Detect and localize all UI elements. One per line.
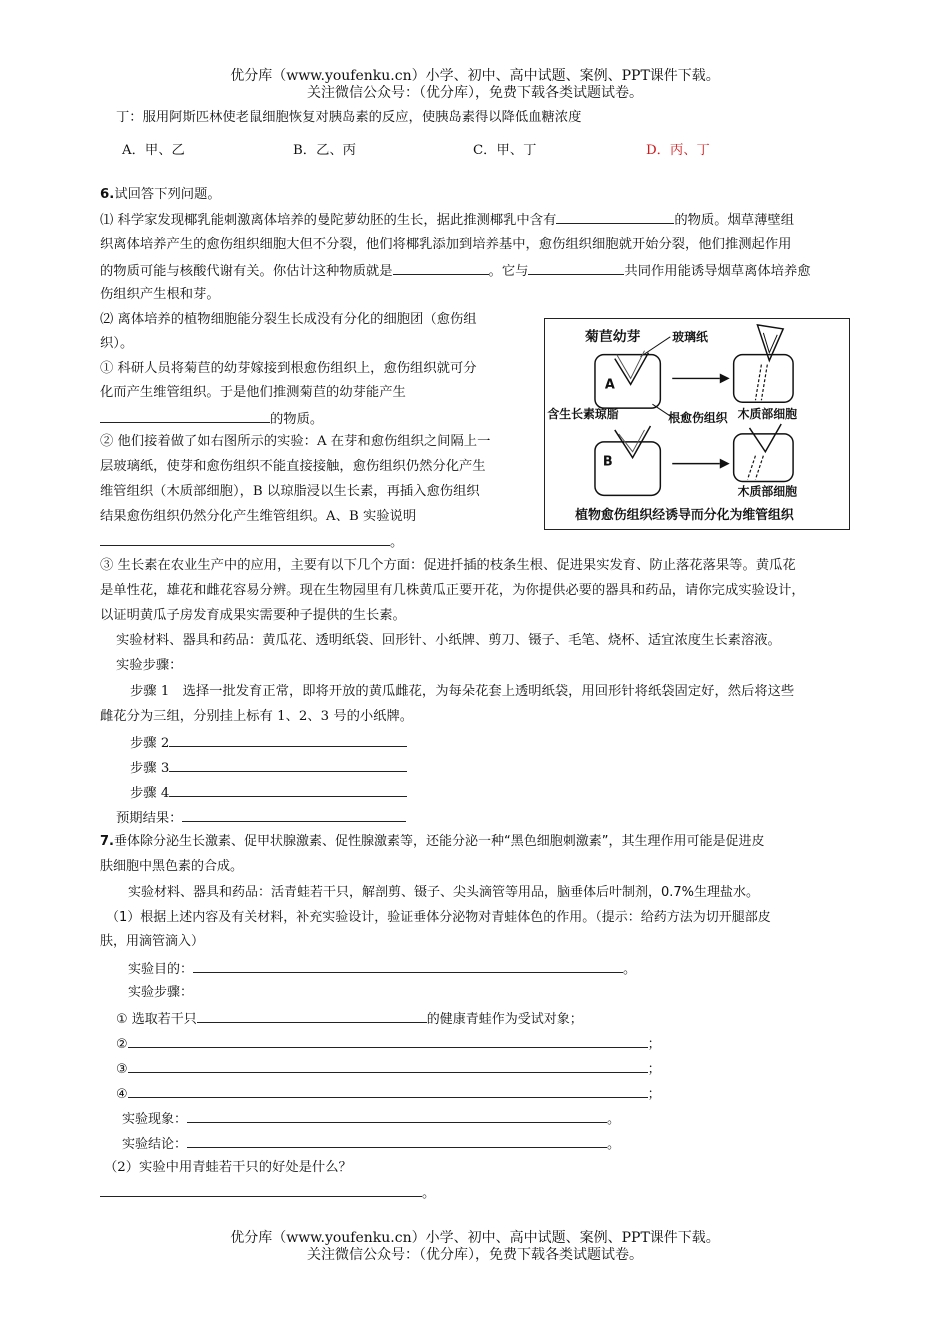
q7-intro-text-a: 垂体除分泌生长激素、促甲状腺激素、促性腺激素等，还能分泌一种“黑色细胞刺激素”，其生理作用可能是促进皮 [113,834,765,849]
q7-step3-label: ③ [116,1062,128,1077]
fig-label-glass: 玻璃纸 [672,329,708,344]
fig-arrowhead-a-icon [720,373,730,383]
blank-q7-step4[interactable] [128,1085,648,1098]
q5-option-c: C．甲、丁 [473,143,537,158]
q6-step4 [130,784,407,802]
q7-part1-line2: 肤，用滴管滴入） [100,934,205,949]
blank-q7-phenomenon[interactable] [187,1110,607,1123]
blank-q6-expected[interactable] [182,809,406,822]
q7-purpose-label: 实验目的： [128,962,194,977]
blank-q6-2[interactable] [393,262,489,275]
q7-purpose-end: 。 [623,962,637,977]
fig-xylem-b-icon [748,456,764,480]
header-line-2: 关注微信公众号：（优分库），免费下载各类试题试卷。 [307,85,643,101]
q6-step3-label: 步骤 3 [130,761,170,776]
q5-ding-statement: 丁：服用阿斯匹林使老鼠细胞恢复对胰岛素的反应，使胰岛素得以降低血糖浓度 [116,110,582,125]
q6-p4-line3: 维管组织（木质部细胞），B 以琼脂浸以生长素，再插入愈伤组织 [100,484,480,499]
q7-step2-label: ② [116,1037,128,1052]
q6-p4-line4: 结果愈伤组织仍然分化产生维管组织。A、B 实验说明 [100,509,417,524]
fig-arrowhead-b-icon [720,459,730,469]
figure-svg [545,319,849,529]
q7-intro-line2: 肤细胞中黑色素的合成。 [100,859,244,874]
q7-materials: 实验材料、器具和药品：活青蛙若干只，解剖剪、镊子、尖头滴管等用品，脑垂体后叶制剂，0.7%生理盐水。 [128,885,760,900]
q6-p1-line4: 伤组织产生根和芽。 [100,287,220,302]
q5-option-a: A．甲、乙 [122,143,185,158]
q6-step2 [130,734,407,752]
fig-result-bud-b-icon [750,424,782,452]
q5-option-d-answer: D．丙、丁 [646,143,710,158]
q6-p2-line1: ⑵ 离体培养的植物细胞能分裂生长成没有分化的细胞团（愈伤组 [100,312,477,327]
blank-q7-conclusion[interactable] [187,1135,607,1148]
q7-conclusion [122,1135,620,1153]
q7-step4-semicolon: ； [647,1087,661,1102]
blank-q6-1[interactable] [556,211,674,224]
fig-xylem-a-icon [755,365,767,401]
q6-p4-text-e: 。 [390,535,404,550]
fig-glass-pointer [641,337,671,357]
q6-p5-line3: 以证明黄瓜子房发育成果实需要种子提供的生长素。 [100,608,406,623]
fig-label-xylem-1: 木质部细胞 [737,407,797,422]
q6-p1-line1 [100,211,794,229]
q7-step4 [116,1085,661,1103]
blank-q6-step4[interactable] [169,784,407,797]
q7-phenomenon-label: 实验现象： [122,1112,188,1127]
fig-result-box-b [734,434,793,482]
blank-q6-step2[interactable] [169,734,407,747]
q6-p3-line2: 化而产生维管组织。于是他们推测菊苣的幼芽能产生 [100,385,406,400]
page-header [0,68,950,102]
q6-p3-line1: ① 科研人员将菊苣的幼芽嫁接到根愈伤组织上，愈伤组织就可分 [100,361,477,376]
header-line-1: 优分库（www.youfenku.cn）小学、初中、高中试题、案例、PPT课件下载。 [230,68,720,84]
q6-p3-text-c: 的物质。 [270,412,324,427]
q6-title [100,187,221,203]
q7-step4-label: ④ [116,1087,128,1102]
q6-p1-text-a: ⑴ 科学家发现椰乳能刺激离体培养的曼陀萝幼胚的生长，据此推测椰乳中含有 [100,213,557,228]
q7-part2-answer [100,1184,435,1202]
footer-line-2: 关注微信公众号：（优分库），免费下载各类试题试卷。 [307,1247,643,1263]
q7-conclusion-end: 。 [607,1137,621,1152]
q6-p4-line2: 层玻璃纸，使芽和愈伤组织不能直接接触，愈伤组织仍然分化产生 [100,459,486,474]
q6-materials: 实验材料、器具和药品：黄瓜花、透明纸袋、回形针、小纸牌、剪刀、镊子、毛笔、烧杯、适宜浓度生长素溶液。 [116,633,781,648]
fig-caption: 植物愈伤组织经诱导而分化为维管组织 [575,508,794,524]
blank-q6-4[interactable] [100,410,270,423]
q7-step1-text-a: ① 选取若干只 [116,1012,197,1027]
q6-p1-text-e: 。它与 [488,264,529,279]
q6-p1-text-b: 的物质。烟草薄壁组 [674,213,794,228]
q6-step1-line1: 步骤 1 选择一批发育正常，即将开放的黄瓜雌花，为每朵花套上透明纸袋，用回形针将纸袋固定好，然后将这些 [130,684,795,699]
q7-step2-semicolon: ； [647,1037,661,1052]
blank-q7-step2[interactable] [128,1035,648,1048]
fig-result-box-a [734,355,793,403]
q6-expected-label: 预期结果： [116,811,183,826]
q6-p3-line3 [100,410,323,428]
q7-step1 [116,1010,583,1028]
q6-title-text: 试回答下列问题。 [114,187,221,202]
q6-p2-line2: 织）。 [100,336,134,351]
q6-number: 6. [100,187,115,202]
blank-q7-step3[interactable] [128,1060,648,1073]
q7-step3 [116,1060,661,1078]
q6-p5-line2: 是单性花，雄花和雌花容易分辨。现在生物园里有几株黄瓜正要开花，为你提供必要的器具和药品，请你完成实验设计， [100,583,805,598]
fig-label-bud: 菊苣幼芽 [585,328,641,345]
q6-p5-line1: ③ 生长素在农业生产中的应用，主要有以下几个方面：促进扦插的枝条生根、促进果实发育、防止落花落果等。黄瓜花 [100,558,796,573]
q6-step1-line2: 雌花分为三组，分别挂上标有 1、2、3 号的小纸牌。 [100,709,414,724]
q7-intro-line1 [100,834,764,850]
q6-p4-line5 [100,533,403,551]
q6-step3 [130,759,407,777]
q7-number: 7. [100,834,114,849]
callus-differentiation-figure [544,318,850,530]
footer-line-1: 优分库（www.youfenku.cn）小学、初中、高中试题、案例、PPT课件下载。 [230,1230,720,1246]
q7-conclusion-label: 实验结论： [122,1137,188,1152]
fig-label-a: A [604,377,615,393]
q7-step1-text-b: 的健康青蛙作为受试对象； [426,1012,583,1027]
blank-q6-step3[interactable] [169,759,407,772]
q7-part2-end: 。 [422,1186,436,1201]
fig-label-agar: 含生长素琼脂 [547,407,619,422]
fig-label-callus: 根愈伤组织 [668,411,728,426]
q6-expected [116,809,406,827]
q6-p1-line2: 织离体培养产生的愈伤组织细胞大但不分裂，他们将椰乳添加到培养基中，愈伤组织细胞就开始分裂，他们推测起作用 [100,237,792,252]
q7-phenomenon [122,1110,620,1128]
fig-label-xylem-2: 木质部细胞 [737,484,797,499]
q6-p1-text-f: 共同作用能诱导烟草离体培养愈 [624,264,811,279]
q7-steps-title: 实验步骤： [128,985,194,1000]
q6-step4-label: 步骤 4 [130,786,170,801]
blank-q7-part2[interactable] [100,1184,422,1197]
q6-p1-line3 [100,262,811,280]
page-footer [0,1230,950,1264]
q6-p4-line1: ② 他们接着做了如右图所示的实验：A 在芽和愈伤组织之间隔上一 [100,434,491,449]
q5-option-b: B．乙、丙 [293,143,356,158]
q7-phenomenon-end: 。 [607,1112,621,1127]
fig-label-b: B [602,454,613,470]
fig-bud-a-icon [615,353,649,385]
q6-step2-label: 步骤 2 [130,736,170,751]
blank-q7-purpose[interactable] [193,960,623,973]
q7-part1-line1: （1）根据上述内容及有关材料，补充实验设计，验证垂体分泌物对青蛙体色的作用。（提示：给药方法为切开腿部皮 [106,910,771,925]
q6-steps-title: 实验步骤： [116,658,183,673]
blank-q7-step1[interactable] [197,1010,427,1023]
q7-step2 [116,1035,661,1053]
q7-part2: （2）实验中用青蛙若干只的好处是什么？ [104,1160,352,1175]
q7-purpose [128,960,636,978]
q6-p1-text-d: 的物质可能与核酸代谢有关。你估计这种物质就是 [100,264,393,279]
blank-q6-3[interactable] [528,262,624,275]
q7-step3-semicolon: ； [647,1062,661,1077]
blank-q6-5[interactable] [100,533,390,546]
